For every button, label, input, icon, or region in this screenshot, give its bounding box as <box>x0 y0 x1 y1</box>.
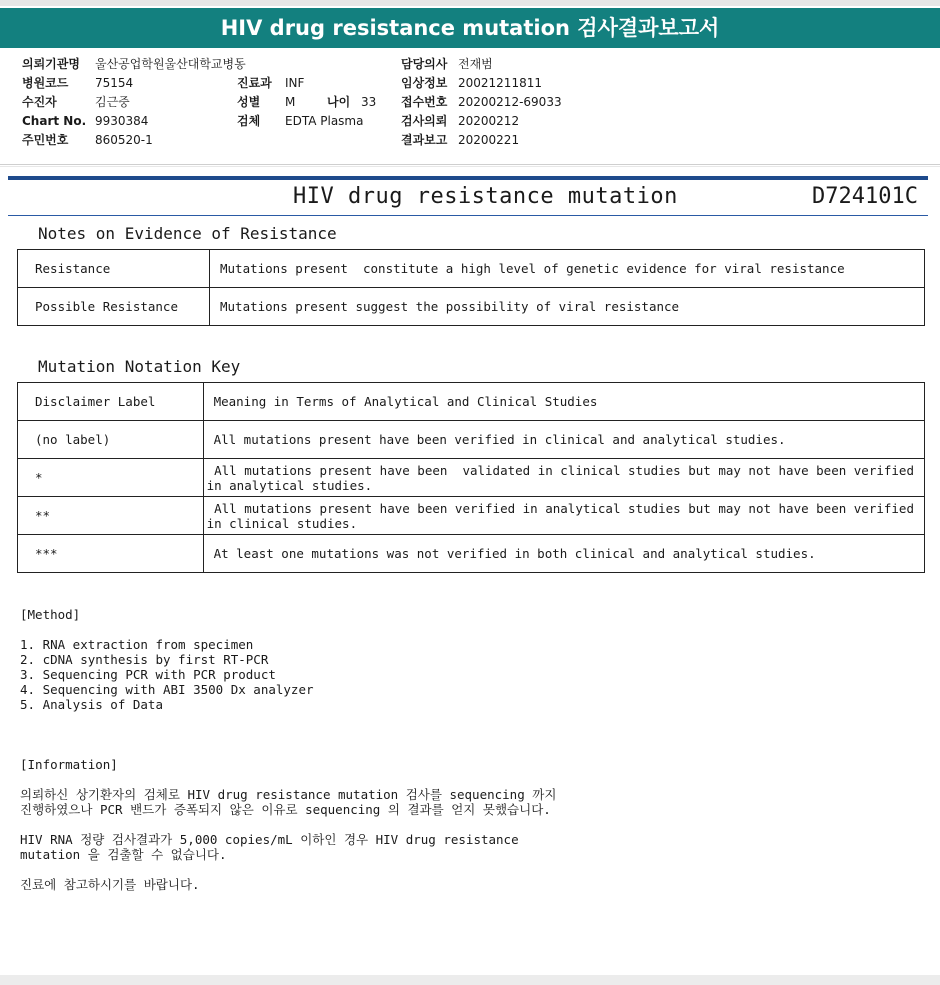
key-text <box>203 459 924 497</box>
table-row <box>18 250 925 288</box>
patient-info-col3 <box>401 55 562 150</box>
clinical-info-label: 임상정보 <box>401 76 448 90</box>
institution-label: 의뢰기관명 <box>22 57 80 71</box>
key-label: Disclaimer Label <box>18 383 204 421</box>
footer-bar <box>0 975 940 985</box>
information-line: HIV RNA 정량 검사결과가 5,000 copies/mL 이하인 경우 HIV drug resistance <box>20 832 519 847</box>
top-border <box>0 0 940 6</box>
request-date-label: 검사의뢰 <box>401 114 448 128</box>
key-text-line2: in analytical studies. <box>206 477 373 493</box>
notes-text: Mutations present suggest the possibility of viral resistance <box>210 288 925 326</box>
table-row <box>18 459 925 497</box>
table-row <box>18 383 925 421</box>
table-row <box>18 535 925 573</box>
information-paragraph-3: 진료에 참고하시기를 바랍니다. <box>20 877 200 892</box>
dept-label: 진료과 <box>237 76 272 90</box>
table-row <box>18 421 925 459</box>
information-paragraph-2 <box>20 832 519 862</box>
specimen-value: EDTA Plasma <box>285 114 364 128</box>
specimen-label: 검체 <box>237 114 261 128</box>
result-date-label: 결과보고 <box>401 133 448 147</box>
header-divider <box>0 164 940 165</box>
report-code: D724101C <box>812 184 918 209</box>
key-text-line2: in clinical studies. <box>206 515 358 531</box>
key-text-line1: All mutations present have been verified in analytical studies but may not have been verified <box>206 500 914 516</box>
key-label: ** <box>18 497 204 535</box>
key-label: * <box>18 459 204 497</box>
method-step: 1. RNA extraction from specimen <box>20 637 254 652</box>
report-title: HIV drug resistance mutation <box>293 184 678 209</box>
notes-label: Resistance <box>18 250 210 288</box>
patient-info-col1 <box>22 55 246 150</box>
age-value: 33 <box>361 95 377 109</box>
report-title-bar <box>8 176 928 180</box>
key-label: (no label) <box>18 421 204 459</box>
notes-text: Mutations present constitute a high level of genetic evidence for viral resistance <box>210 250 925 288</box>
receipt-no-label: 접수번호 <box>401 95 448 109</box>
dept-value: INF <box>285 76 305 90</box>
information-title: [Information] <box>20 757 118 772</box>
recipient-label: 수진자 <box>22 95 57 109</box>
method-step: 3. Sequencing PCR with PCR product <box>20 667 276 682</box>
table-row <box>18 288 925 326</box>
doctor-label: 담당의사 <box>401 57 448 71</box>
method-step: 4. Sequencing with ABI 3500 Dx analyzer <box>20 682 314 697</box>
chart-no-value: 9930384 <box>95 114 149 128</box>
receipt-no-value: 20200212-69033 <box>458 95 562 109</box>
information-line: 진행하였으나 PCR 밴드가 증폭되지 않은 이유로 sequencing 의 결과를 얻지 못했습니다. <box>20 802 551 817</box>
hospital-code-value: 75154 <box>95 76 134 90</box>
method-step: 5. Analysis of Data <box>20 697 163 712</box>
report-banner: HIV drug resistance mutation 검사결과보고서 <box>0 8 940 48</box>
sex-value: M <box>285 95 296 109</box>
resident-no-value: 860520-1 <box>95 133 153 147</box>
key-label: *** <box>18 535 204 573</box>
header-divider-shadow <box>0 166 940 167</box>
hospital-code-label: 병원코드 <box>22 76 69 90</box>
age-label: 나이 <box>327 95 351 109</box>
information-line: 의뢰하신 상기환자의 검체로 HIV drug resistance mutation 검사를 sequencing 까지 <box>20 787 557 802</box>
key-text: At least one mutations was not verified in both clinical and analytical studies. <box>203 535 924 573</box>
method-title: [Method] <box>20 607 81 622</box>
sex-label: 성별 <box>237 95 261 109</box>
key-text <box>203 497 924 535</box>
key-text-line1: All mutations present have been validated in clinical studies but may not have been verified <box>206 462 914 478</box>
institution-value: 울산공업학원울산대학교병동 <box>95 57 246 71</box>
key-table <box>17 382 925 573</box>
doctor-value: 전재범 <box>458 57 493 71</box>
notes-table <box>17 249 925 326</box>
notes-section-title: Notes on Evidence of Resistance <box>38 224 337 243</box>
resident-no-label: 주민번호 <box>22 133 69 147</box>
patient-info-col2 <box>237 74 376 131</box>
chart-no-label: Chart No. <box>22 114 87 128</box>
method-step: 2. cDNA synthesis by first RT-PCR <box>20 652 269 667</box>
report-title-underline <box>8 215 928 216</box>
recipient-value: 김근중 <box>95 95 130 109</box>
key-section-title: Mutation Notation Key <box>38 357 241 376</box>
notes-label: Possible Resistance <box>18 288 210 326</box>
request-date-value: 20200212 <box>458 114 520 128</box>
key-text: Meaning in Terms of Analytical and Clinical Studies <box>203 383 924 421</box>
method-list <box>20 637 314 712</box>
information-paragraph-1 <box>20 787 556 817</box>
result-date-value: 20200221 <box>458 133 520 147</box>
information-line: mutation 을 검출할 수 없습니다. <box>20 847 227 862</box>
key-text: All mutations present have been verified in clinical and analytical studies. <box>203 421 924 459</box>
clinical-info-value: 20021211811 <box>458 76 542 90</box>
table-row <box>18 497 925 535</box>
